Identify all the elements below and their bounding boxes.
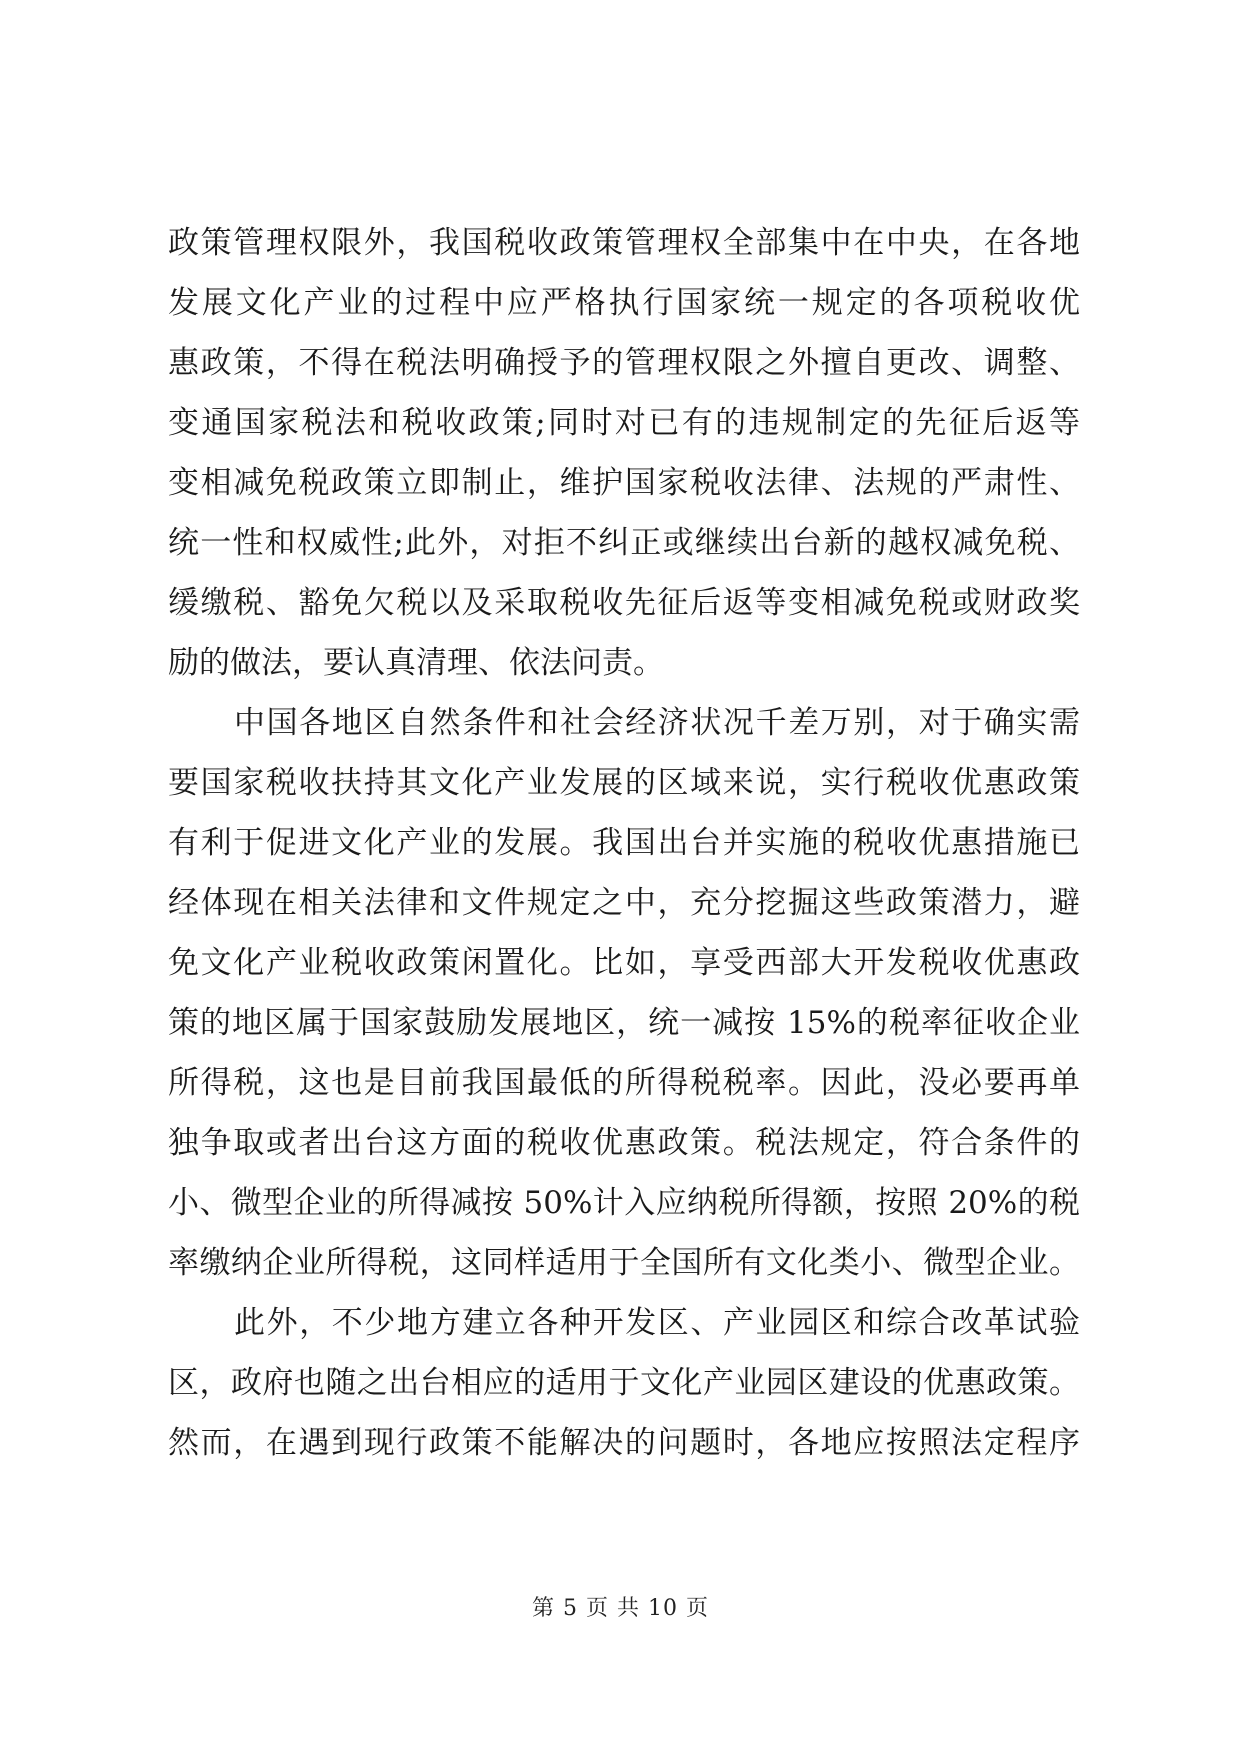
text-line: 统一性和权威性;此外，对拒不纠正或继续出台新的越权减免税、 [168, 525, 1080, 561]
text-line: 政策管理权限外，我国税收政策管理权全部集中在中央，在各地 [168, 225, 1080, 261]
text-line: 要国家税收扶持其文化产业发展的区域来说，实行税收优惠政策 [168, 765, 1080, 801]
text-line: 发展文化产业的过程中应严格执行国家统一规定的各项税收优 [168, 285, 1080, 321]
text-line: 惠政策，不得在税法明确授予的管理权限之外擅自更改、调整、 [168, 345, 1080, 381]
text-line: 区，政府也随之出台相应的适用于文化产业园区建设的优惠政策。 [168, 1365, 1080, 1401]
text-line: 有利于促进文化产业的发展。我国出台并实施的税收优惠措施已 [168, 825, 1080, 861]
paragraph-first-line: 此外，不少地方建立各种开发区、产业园区和综合改革试验 [234, 1305, 1080, 1341]
text-line: 免文化产业税收政策闲置化。比如，享受西部大开发税收优惠政 [168, 945, 1080, 981]
paragraph-first-line: 中国各地区自然条件和社会经济状况千差万别，对于确实需 [234, 705, 1080, 741]
text-line: 缓缴税、豁免欠税以及采取税收先征后返等变相减免税或财政奖 [168, 585, 1080, 621]
text-line: 独争取或者出台这方面的税收优惠政策。税法规定，符合条件的 [168, 1125, 1080, 1161]
text-line: 策的地区属于国家鼓励发展地区，统一减按 15%的税率征收企业 [168, 1005, 1080, 1041]
text-line: 然而，在遇到现行政策不能解决的问题时，各地应按照法定程序 [168, 1425, 1080, 1461]
text-line: 经体现在相关法律和文件规定之中，充分挖掘这些政策潜力，避 [168, 885, 1080, 921]
text-line: 励的做法，要认真清理、依法问责。 [168, 645, 664, 681]
text-line: 小、微型企业的所得减按 50%计入应纳税所得额，按照 20%的税 [168, 1185, 1080, 1221]
text-line: 率缴纳企业所得税，这同样适用于全国所有文化类小、微型企业。 [168, 1245, 1080, 1281]
page-number-footer: 第 5 页 共 10 页 [532, 1596, 709, 1621]
text-line: 所得税，这也是目前我国最低的所得税税率。因此，没必要再单 [168, 1065, 1080, 1101]
text-line: 变相减免税政策立即制止，维护国家税收法律、法规的严肃性、 [168, 465, 1080, 501]
text-line: 变通国家税法和税收政策;同时对已有的违规制定的先征后返等 [168, 405, 1080, 441]
